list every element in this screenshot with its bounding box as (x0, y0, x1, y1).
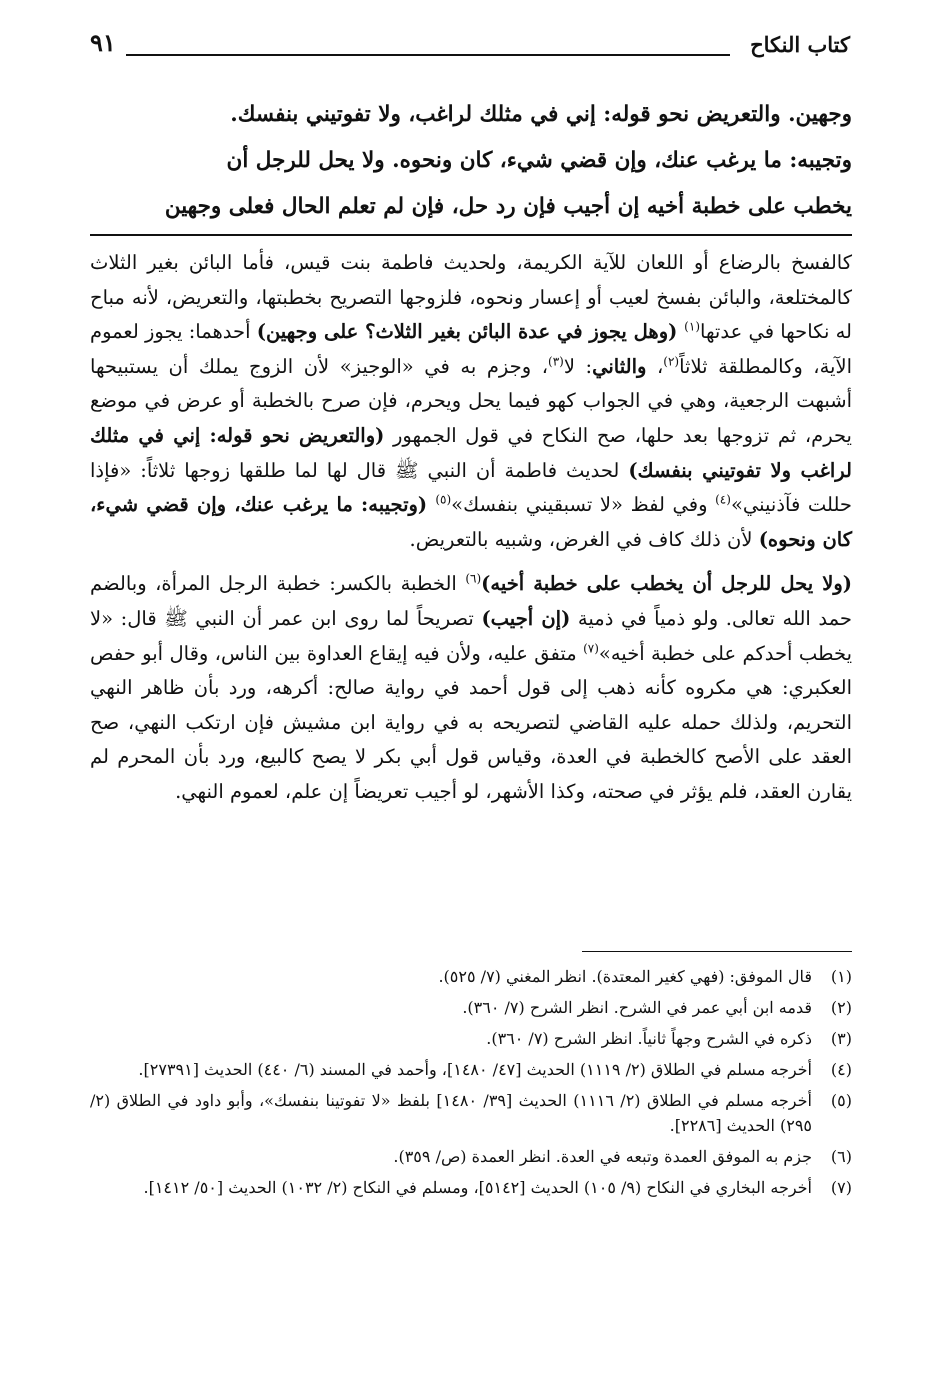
footnote-text: أخرجه البخاري في النكاح (٩/ ١٠٥) الحديث [٥١٤٢]، ومسلم في النكاح (٢/ ١٠٣٢) الحديث [٥٠/ ١٤١٢]. (143, 1178, 812, 1197)
quoted-matn: (ولا يحل للرجل أن يخطب على خطبة أخيه) (481, 572, 852, 596)
footnote (90, 1144, 852, 1169)
sharh-text-run: تصريحاً لما روى ابن عمر أن النبي ﷺ قال: «لا يخطب أحدكم على خطبة أخيه» (90, 606, 852, 665)
footnote (90, 1026, 852, 1051)
quoted-matn: (وهل يجوز في عدة البائن بغير الثلاث؟ على وجهين) (256, 320, 685, 344)
matn-line: وجهين. والتعريض نحو قوله: إني في مثلك لراغب، ولا تفوتيني بنفسك. (230, 102, 852, 127)
footnote (90, 1088, 852, 1138)
footnote-text: جزم به الموفق العمدة وتبعه في العدة. انظر العمدة (ص/ ٣٥٩). (393, 1147, 812, 1166)
header-rule (126, 54, 730, 56)
sharh-paragraph (90, 567, 852, 809)
sharh-text-run: ، وجزم به في «الوجيز» لأن الزوج يملك أن يستبيحها أشبهت الرجعية، وهي في الجواب كهو فيما يحل ويحرم، فإن صرح بالخطبة أو عرض في موضع يحرم، ثم تزوجها بعد حلها، صح النكاح في قول الجمهور (90, 354, 852, 447)
matn-line: وتجيبه: ما يرغب عنك، وإن قضي شيء، كان ونحوه. ولا يحل للرجل أن (226, 148, 852, 173)
footnote-ref: (٤) (715, 492, 731, 507)
quoted-matn: والثاني (592, 354, 647, 378)
footnote-text: أخرجه مسلم في الطلاق (٢/ ١١١٦) الحديث [٣٩/ ١٤٨٠] بلفظ «لا تفوتينا بنفسك»، وأبو داود في الطلاق (٢/ ٢٩٥) الحديث [٢٢٨٦]. (90, 1091, 812, 1135)
footnote-number: (١) (830, 967, 852, 986)
sharh-text-run: : لا (563, 354, 593, 378)
sharh-text-run: كالفسخ بالرضاع أو اللعان للآية الكريمة، ولحديث فاطمة بنت قيس، فأما البائن بغير الثلاث كالمختلعة، والبائن بفسخ لعيب أو إعسار ونحوه، فلزوجها التصريح بخطبتها، والتعريض، لأنه مباح له نكاحها في عدتها (90, 251, 852, 344)
page-number: ٩١ (90, 28, 116, 57)
footnote-ref: (١) (684, 319, 700, 334)
footnote-ref: (٣) (548, 354, 564, 369)
sharh-text-run: الخطبة بالكسر: خطبة الرجل المرأة، وبالضم حمد الله تعالى. ولو ذمياً في ذمية (90, 572, 852, 630)
sharh-text-run: متفق عليه، ولأن فيه إيقاع العداوة بين الناس، وقال أبو حفص العكبري: هي مكروه كأنه ذهب إلى قول أحمد في رواية صالح: أكرهه، ورد بأن ظاهر النهي التحريم، ولذلك حمله عليه القاضي لتصريحه به في رواية ابن مشيش فإن ارتكب النهي، صح العقد على الأصح كالخطبة في العدة، وقياس قول أبي بكر لا يصح كالبيع، ورد بأن المحرم لم يقارن العقد، فلم يؤثر في صحته، وكذا الأشهر، لو أجيب تعريضاً إن علم، لعموم النهي. (90, 641, 852, 803)
sharh-text-run: ، (646, 354, 664, 378)
footnote-text: قدمه ابن أبي عمر في الشرح. انظر الشرح (٧/ ٣٦٠). (462, 998, 812, 1017)
footnote (90, 995, 852, 1020)
footnote-ref: (٥) (435, 492, 452, 507)
footnote-number: (٥) (830, 1091, 852, 1110)
matn-separator (90, 234, 852, 236)
quoted-matn: (وتجيبه: ما يرغب عنك، وإن قضي شيء، كان ونحوه) (90, 493, 852, 551)
footnote-text: أخرجه مسلم في الطلاق (٢/ ١١١٩) الحديث [٤٧/ ١٤٨٠]، وأحمد في المسند (٦/ ٤٤٠) الحديث [٢٧٣٩١]. (138, 1060, 812, 1079)
sharh-text (90, 246, 852, 810)
footnote-number: (٣) (830, 1029, 852, 1048)
matn-text (90, 92, 852, 230)
sharh-paragraph (90, 246, 852, 557)
footnote-text: ذكره في الشرح وجهاً ثانياً. انظر الشرح (٧/ ٣٦٠). (486, 1029, 812, 1048)
footnote-number: (٧) (830, 1178, 852, 1197)
sharh-text-run: وفي لفظ «لا تسبقيني بنفسك» (451, 493, 716, 517)
quoted-matn: (إن أجيب) (481, 606, 571, 630)
footnote-number: (٦) (830, 1147, 852, 1166)
footnote-number: (٤) (830, 1060, 852, 1079)
footnote (90, 964, 852, 989)
sharh-text-run: لحديث فاطمة أن النبي ﷺ قال لها لما طلقها زوجها ثلاثاً: «فإذا حللت فآذنيني» (90, 458, 852, 517)
sharh-text-run: أحدهما: يجوز لعموم الآية، وكالمطلقة ثلاثاً (90, 320, 853, 378)
footnote-number: (٢) (830, 998, 852, 1017)
footnote (90, 1175, 852, 1200)
page-header (90, 28, 850, 68)
footnote (90, 1057, 852, 1082)
sharh-text-run: لأن ذلك كاف في الغرض، وشبيه بالتعريض. (409, 527, 759, 551)
footnotes-list (90, 964, 852, 1206)
chapter-title: كتاب النكاح (750, 32, 850, 57)
footnote-text: قال الموفق: (فهي كغير المعتدة). انظر المغني (٧/ ٥٢٥). (438, 967, 812, 986)
quoted-matn: (والتعريض نحو قوله: إني في مثلك لراغب ولا تفوتيني بنفسك) (90, 423, 852, 482)
footnote-ref: (٦) (465, 571, 482, 586)
footnote-ref: (٧) (583, 641, 599, 656)
matn-line: يخطب على خطبة أخيه إن أجيب فإن رد حل، فإن لم تعلم الحال فعلى وجهين (164, 194, 852, 219)
footnote-ref: (٢) (663, 354, 680, 369)
footnote-separator (582, 951, 852, 952)
